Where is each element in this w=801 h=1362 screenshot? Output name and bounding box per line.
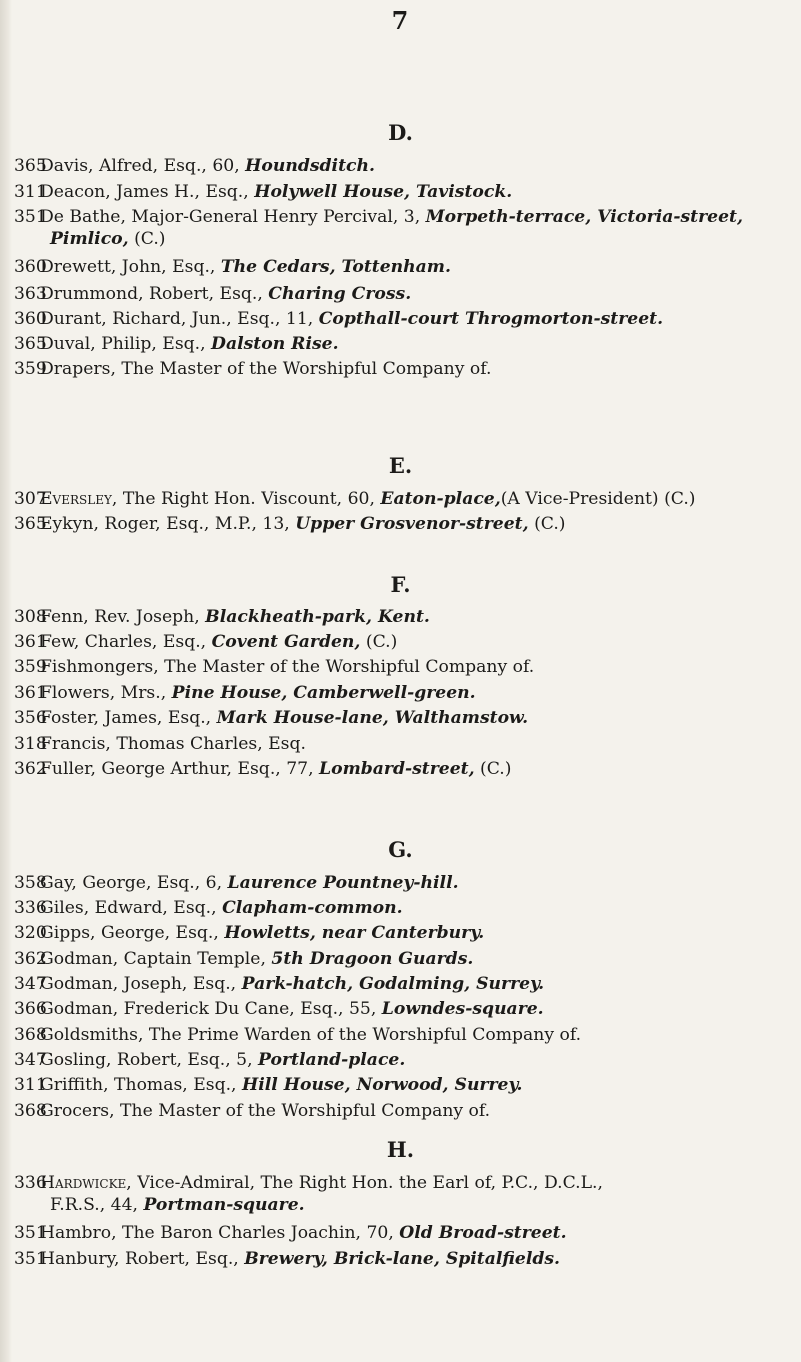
entry-number: 320	[14, 923, 47, 943]
entry-address: Blackheath-park, Kent.	[205, 607, 430, 627]
entry-number: 308	[14, 607, 47, 627]
entry-address: Eaton-place,	[380, 489, 501, 509]
list-entry	[14, 1172, 794, 1216]
entry-number: 318	[14, 734, 47, 754]
list-entry	[14, 656, 794, 678]
entry-text: F.R.S., 44,	[50, 1195, 144, 1215]
entry-number: 368	[14, 1101, 47, 1121]
section-letter: D.	[388, 120, 413, 145]
list-entry	[14, 922, 794, 944]
entry-address: The Cedars, Tottenham.	[220, 257, 451, 277]
list-entry	[14, 358, 794, 380]
entry-number: 336	[14, 898, 47, 918]
entry-text: Hanbury, Robert, Esq.,	[40, 1249, 245, 1269]
section-letter: F.	[390, 572, 411, 597]
list-entry	[14, 872, 794, 894]
entry-number: 363	[14, 284, 47, 304]
entry-address: Upper Grosvenor-street,	[295, 514, 529, 534]
entry-number: 362	[14, 759, 47, 779]
entry-address: Howletts, near Canterbury.	[224, 923, 485, 943]
entry-text: Griffith, Thomas, Esq.,	[40, 1075, 242, 1095]
entry-number: 368	[14, 1025, 47, 1045]
entry-continuation	[14, 228, 794, 250]
list-entry	[14, 758, 794, 780]
entry-address: Mark House-lane, Walthamstow.	[216, 708, 529, 728]
entry-text: Duval, Philip, Esq.,	[40, 334, 212, 354]
entry-address: 5th Dragoon Guards.	[271, 949, 474, 969]
section-letter: H.	[386, 1137, 415, 1162]
list-entry	[14, 513, 794, 535]
entry-suffix: (C.)	[128, 229, 166, 249]
list-entry	[14, 488, 794, 510]
entry-address: Pine House, Camberwell-green.	[171, 683, 476, 703]
list-entry	[14, 333, 794, 355]
list-entry	[14, 1074, 794, 1096]
list-entry	[14, 897, 794, 919]
entry-address: Portman-square.	[143, 1195, 305, 1215]
entry-number: 359	[14, 359, 47, 379]
entry-number: 360	[14, 257, 47, 277]
entry-address: Old Broad-street.	[399, 1223, 567, 1243]
entry-number: 358	[14, 873, 47, 893]
entry-address: Park-hatch, Godalming, Surrey.	[241, 974, 545, 994]
section-letter: G.	[388, 837, 413, 862]
entry-text: Fuller, George Arthur, Esq., 77,	[40, 759, 320, 779]
list-entry	[14, 1222, 794, 1244]
entry-address: Charing Cross.	[268, 284, 412, 304]
entry-continuation	[14, 1194, 794, 1216]
section-letter: E.	[388, 453, 413, 478]
entry-address: Portland-place.	[258, 1050, 406, 1070]
entry-suffix: (C.)	[528, 514, 566, 534]
entry-text: Grocers, The Master of the Worshipful Company of.	[40, 1101, 491, 1121]
list-entry	[14, 1100, 794, 1122]
entry-address: Lowndes-square.	[381, 999, 544, 1019]
entry-number: 359	[14, 657, 47, 677]
list-entry	[14, 1024, 794, 1046]
entry-text: Fenn, Rev. Joseph,	[40, 607, 206, 627]
entry-number: 365	[14, 334, 47, 354]
entry-text: Few, Charles, Esq.,	[40, 632, 212, 652]
entry-suffix: (C.)	[474, 759, 512, 779]
entry-text: Francis, Thomas Charles, Esq.	[40, 734, 306, 754]
entry-number: 360	[14, 309, 47, 329]
entry-number: 347	[14, 1050, 47, 1070]
list-entry	[14, 707, 794, 729]
list-entry	[14, 733, 794, 755]
entry-address: Holywell House, Tavistock.	[254, 182, 513, 202]
list-entry	[14, 256, 794, 278]
entry-number: 356	[14, 708, 47, 728]
entry-text: De Bathe, Major-General Henry Percival, 3,	[40, 207, 426, 227]
entry-text: Gosling, Robert, Esq., 5,	[40, 1050, 259, 1070]
entry-text: Drapers, The Master of the Worshipful Company of.	[40, 359, 492, 379]
entry-text: Foster, James, Esq.,	[40, 708, 217, 728]
entry-address: Covent Garden,	[211, 632, 361, 652]
list-entry	[14, 682, 794, 704]
list-entry	[14, 606, 794, 628]
entry-number: 311	[14, 1075, 47, 1095]
entry-text: Flowers, Mrs.,	[40, 683, 172, 703]
entry-text: Deacon, James H., Esq.,	[40, 182, 255, 202]
entry-text: Drewett, John, Esq.,	[40, 257, 221, 277]
entry-suffix: (C.)	[360, 632, 398, 652]
entry-text: , Vice-Admiral, The Right Hon. the Earl of, P.C., D.C.L.,	[126, 1173, 603, 1193]
list-entry	[14, 155, 794, 177]
entry-number: 351	[14, 1249, 47, 1269]
entry-address: Pimlico,	[50, 229, 129, 249]
entry-text: Eykyn, Roger, Esq., M.P., 13,	[40, 514, 296, 534]
entry-text: Godman, Joseph, Esq.,	[40, 974, 242, 994]
entry-address: Copthall-court Throgmorton-street.	[318, 309, 664, 329]
list-entry	[14, 1049, 794, 1071]
page-number: 7	[391, 6, 410, 35]
entry-address: Clapham-common.	[222, 898, 403, 918]
entry-address: Laurence Pountney-hill.	[227, 873, 459, 893]
entry-name-smallcaps: Eversley	[40, 489, 112, 509]
list-entry	[14, 631, 794, 653]
entry-number: 361	[14, 632, 47, 652]
entry-text: , The Right Hon. Viscount, 60,	[111, 489, 381, 509]
entry-text: Fishmongers, The Master of the Worshipful Company of.	[40, 657, 535, 677]
entry-number: 336	[14, 1173, 47, 1193]
entry-suffix: (A Vice-President) (C.)	[500, 489, 696, 509]
entry-address: Dalston Rise.	[211, 334, 339, 354]
entry-address: Morpeth-terrace, Victoria-street,	[425, 207, 743, 227]
list-entry	[14, 283, 794, 305]
list-entry	[14, 948, 794, 970]
entry-text: Durant, Richard, Jun., Esq., 11,	[40, 309, 319, 329]
entry-text: Drummond, Robert, Esq.,	[40, 284, 269, 304]
entry-number: 351	[14, 1223, 47, 1243]
list-entry	[14, 998, 794, 1020]
entry-number: 362	[14, 949, 47, 969]
entry-address: Brewery, Brick-lane, Spitalfields.	[244, 1249, 561, 1269]
entry-address: Houndsditch.	[245, 156, 375, 176]
entry-text: Godman, Captain Temple,	[40, 949, 272, 969]
entry-number: 361	[14, 683, 47, 703]
entry-address: Hill House, Norwood, Surrey.	[242, 1075, 523, 1095]
entry-number: 351	[14, 207, 47, 227]
entry-number: 347	[14, 974, 47, 994]
entry-number: 365	[14, 156, 47, 176]
entry-text: Gay, George, Esq., 6,	[40, 873, 228, 893]
list-entry	[14, 206, 794, 250]
entry-text: Davis, Alfred, Esq., 60,	[40, 156, 246, 176]
entry-text: Giles, Edward, Esq.,	[40, 898, 223, 918]
entry-number: 365	[14, 514, 47, 534]
entry-name-smallcaps: Hardwicke	[40, 1173, 127, 1193]
list-entry	[14, 1248, 794, 1270]
entry-text: Gipps, George, Esq.,	[40, 923, 225, 943]
list-entry	[14, 181, 794, 203]
entry-text: Goldsmiths, The Prime Warden of the Worshipful Company of.	[40, 1025, 582, 1045]
entry-text: Godman, Frederick Du Cane, Esq., 55,	[40, 999, 382, 1019]
entry-number: 311	[14, 182, 47, 202]
entry-number: 307	[14, 489, 47, 509]
list-entry	[14, 308, 794, 330]
list-entry	[14, 973, 794, 995]
entry-text: Hambro, The Baron Charles Joachin, 70,	[40, 1223, 400, 1243]
entry-number: 366	[14, 999, 47, 1019]
entry-address: Lombard-street,	[319, 759, 475, 779]
